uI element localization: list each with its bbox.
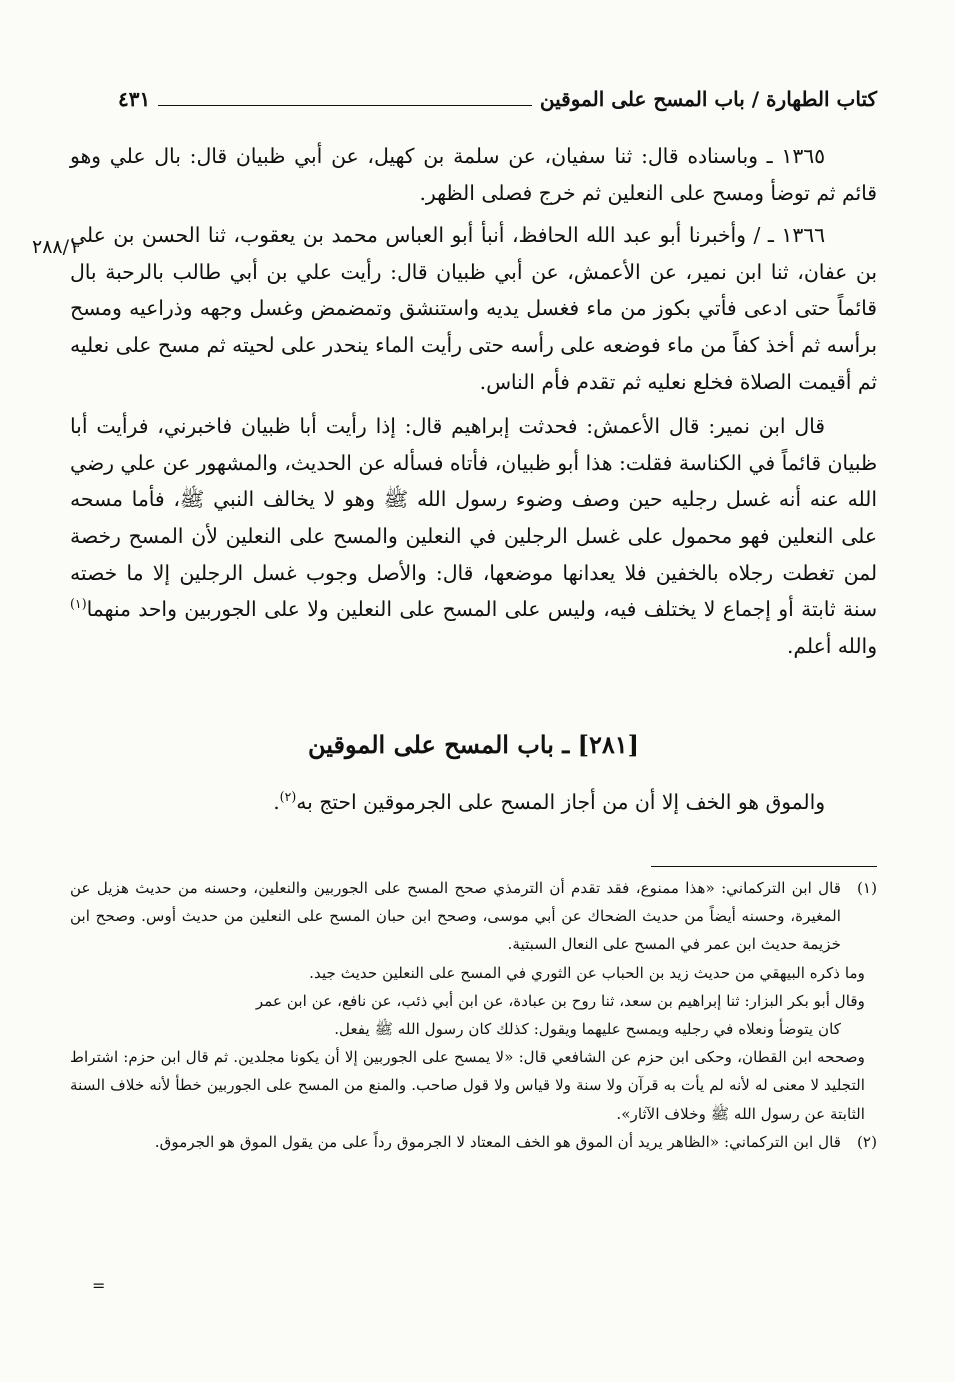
margin-reference: ٢٨٨/١ xyxy=(32,236,80,258)
footnote-2-marker[interactable]: (٢) xyxy=(279,789,297,805)
hadith-1366: ١٣٦٦ ـ / وأخبرنا أبو عبد الله الحافظ، أنبأ أبو العباس محمد بن يعقوب، ثنا الحسن بن علي بن عفان، ثنا ابن نمير، عن الأعمش، عن أبي ظبيان قال: رأيت علي بن أبي طالب بالرحبة بال قائماً حتى ادعى فأتي بكوز من ماء فغسل يديه واستنشق وتمضمض وغسل وجهه وذراعيه ومسح برأسه ثم أخذ كفاً من ماء فوضعه على رأسه حتى رأيت الماء ينحدر على لحيته ثم مسح على نعليه ثم أقيمت الصلاة فخلع نعليه ثم تقدم فأم الناس. xyxy=(70,223,877,394)
footnote-2-text: قال ابن التركماني: «الظاهر يريد أن الموق هو الخف المعتاد لا الجرموق رداً على من يقول الموق هو الجرموق. xyxy=(154,1132,841,1151)
footnote-1-line-c: وقال أبو بكر البزار: ثنا إبراهيم بن سعد، ثنا روح بن عبادة، عن ابن أبي ذئب، عن نافع، عن ابن عمر xyxy=(255,991,865,1010)
footnote-1-marker[interactable]: (١) xyxy=(70,596,87,612)
commentary-end: والله أعلم. xyxy=(786,633,877,658)
footnote-1-label: (١) xyxy=(856,879,877,897)
commentary-paragraph xyxy=(70,408,877,664)
section-intro xyxy=(70,790,877,814)
footnote-1 xyxy=(70,874,877,959)
footnote-1-line-e: وصححه ابن القطان، وحكى ابن حزم عن الشافعي قال: «لا يمسح على الجوربين إلا أن يكونا مجلدين. ثم قال ابن حزم: اشتراط التجليد لا معنى له لأنه لم يأت به قرآن ولا سنة ولا قياس ولا قول صاحب. والمنع من المسح على الجوربين خطأ لأنه خلاف السنة الثابتة عن رسول الله ﷺ وخلاف الآثار». xyxy=(70,1048,865,1123)
section-intro-text: والموق هو الخف إلا أن من أجاز المسح على الجرموقين احتج به xyxy=(296,790,825,814)
footnotes xyxy=(70,874,877,1156)
commentary-text: قال ابن نمير: قال الأعمش: فحدثت إبراهيم قال: إذا رأيت أبا ظبيان فاخبرني، فرأيت أبا ظبيان قائماً في الكناسة فقلت: هذا أبو ظبيان، فأتاه فسأله عن الحديث، والمشهور عن علي رضي الله عنه أنه غسل رجليه حين وصف وضوء رسول الله ﷺ وهو لا يخالف النبي ﷺ، فأما مسحه على النعلين فهو محمول على غسل الرجلين في النعلين والمسح على النعلين لأن المسح رخصة لمن تغطت رجلاه بالخفين فلا يعدانها موضعها، قال: والأصل وجوب غسل الرجلين إلا ما خصته سنة ثابتة أو إجماع لا يختلف فيه، وليس على المسح على النعلين ولا على الجوربين واحد منهما xyxy=(70,414,877,622)
section-intro-end: . xyxy=(273,790,280,814)
header-rule xyxy=(158,105,532,106)
running-title: كتاب الطهارة / باب المسح على الموقين xyxy=(539,87,877,111)
main-text xyxy=(70,138,877,664)
footnote-1-text: قال ابن التركماني: «هذا ممنوع، فقد تقدم أن الترمذي صحح المسح على الجوربين والنعلين، وحسنه من حديث هزيل عن المغيرة، وحسنه أيضاً من حديث الضحاك عن أبي موسى، وصحح ابن حبان المسح على النعلين من حديث أوس. وصحح ابن خزيمة حديث ابن عمر في المسح على النعال السبتية. xyxy=(70,879,841,954)
page-number: ٤٣١ xyxy=(118,87,151,111)
continuation-mark: = xyxy=(92,1276,106,1295)
footnote-1-line-d: كان يتوضأ ونعلاه في رجليه ويمسح عليهما ويقول: كذلك كان رسول الله ﷺ يفعل. xyxy=(334,1020,841,1039)
hadith-1365: ١٣٦٥ ـ وباسناده قال: ثنا سفيان، عن سلمة بن كهيل، عن أبي ظبيان قال: بال علي وهو قائم ثم توضأ ومسح على النعلين ثم خرج فصلى الظهر. xyxy=(70,144,877,205)
book-page xyxy=(70,0,877,1382)
footnote-rule xyxy=(651,866,877,867)
section-heading: [٢٨١] ـ باب المسح على الموقين xyxy=(307,730,640,759)
footnote-1-line-b: وما ذكره البيهقي من حديث زيد بن الحباب عن الثوري في المسح على النعلين حديث جيد. xyxy=(309,963,865,982)
footnote-2 xyxy=(70,1128,877,1156)
running-header xyxy=(118,82,877,116)
footnote-2-label: (٢) xyxy=(856,1132,877,1151)
